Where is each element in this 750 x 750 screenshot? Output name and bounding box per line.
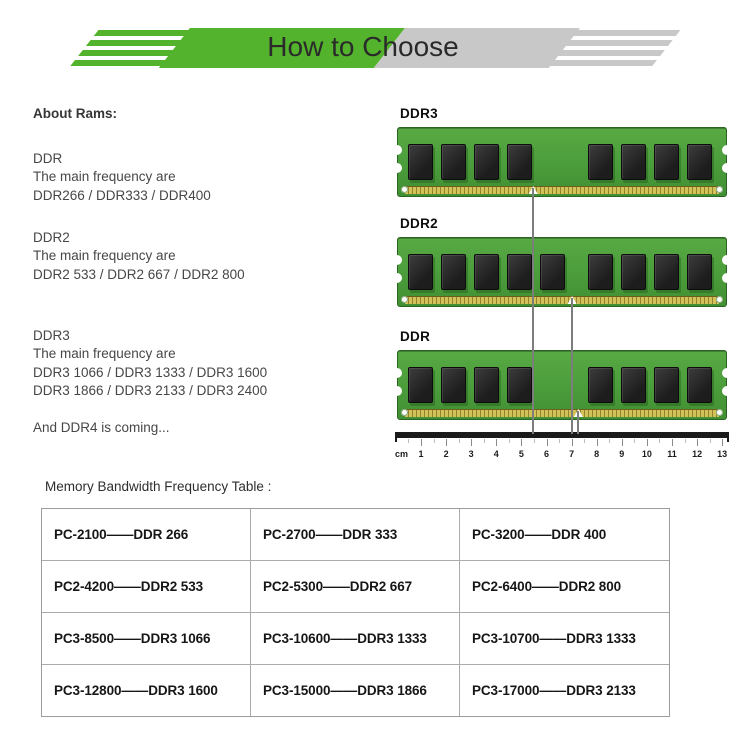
table-cell: PC3-17000——DDR3 2133 bbox=[472, 683, 636, 698]
pcb-board bbox=[397, 237, 727, 307]
ruler-halftick bbox=[509, 439, 510, 443]
table-cell: PC2-6400——DDR2 800 bbox=[460, 561, 669, 613]
ruler-number: 1 bbox=[418, 449, 424, 459]
ruler-tick bbox=[547, 439, 548, 446]
about-line: DDR bbox=[33, 151, 63, 166]
memory-chip bbox=[621, 254, 646, 290]
table-cell: PC-2100——DDR 266 bbox=[42, 509, 251, 561]
chip-group-right bbox=[588, 144, 712, 180]
module-label: DDR bbox=[400, 329, 431, 344]
chip-group-left bbox=[408, 144, 532, 180]
memory-chip bbox=[441, 254, 466, 290]
about-line: The main frequency are bbox=[33, 346, 176, 362]
table-cell: PC3-8500——DDR3 1066 bbox=[42, 613, 251, 665]
edge-notch bbox=[722, 386, 732, 396]
memory-chip bbox=[621, 144, 646, 180]
memory-chip bbox=[588, 254, 613, 290]
edge-notch bbox=[722, 163, 732, 173]
about-line: The main frequency are bbox=[33, 248, 176, 264]
memory-chip bbox=[588, 144, 613, 180]
chip-group-left bbox=[408, 254, 565, 290]
ram-module bbox=[397, 329, 727, 420]
about-line: DDR3 bbox=[33, 328, 70, 343]
ruler-halftick bbox=[710, 439, 711, 443]
memory-chip bbox=[441, 144, 466, 180]
memory-chip bbox=[687, 367, 712, 403]
ruler-tick bbox=[722, 439, 723, 446]
pcb-board bbox=[397, 127, 727, 197]
ruler-number: 6 bbox=[543, 449, 549, 459]
ruler-tick bbox=[572, 439, 573, 446]
module-label: DDR3 bbox=[400, 106, 438, 121]
about-line: DDR3 1066 / DDR3 1333 / DDR3 1600 bbox=[33, 364, 268, 380]
ram-module bbox=[397, 216, 727, 307]
ruler-halftick bbox=[484, 439, 485, 443]
module-label: DDR2 bbox=[400, 216, 438, 231]
ruler-number: 9 bbox=[619, 449, 625, 459]
chip-group-right bbox=[588, 367, 712, 403]
ruler-number: 11 bbox=[667, 449, 677, 459]
ruler-tick bbox=[672, 439, 673, 446]
memory-chip bbox=[507, 367, 532, 403]
table-cell: PC3-12800——DDR3 1600 bbox=[42, 665, 251, 716]
ruler-tick bbox=[471, 439, 472, 446]
about-line: The main frequency are bbox=[33, 169, 176, 185]
ruler bbox=[395, 432, 729, 466]
notch-pointer-line bbox=[532, 188, 534, 434]
edge-notch bbox=[392, 145, 402, 155]
ruler-halftick bbox=[534, 439, 535, 443]
edge-notch bbox=[392, 273, 402, 283]
table-cell: PC-2700——DDR 333 bbox=[251, 509, 460, 561]
chip-group-left bbox=[408, 367, 532, 403]
ram-module bbox=[397, 106, 727, 197]
ruler-bar bbox=[395, 432, 729, 438]
memory-chip bbox=[687, 254, 712, 290]
ruler-number: 2 bbox=[443, 449, 449, 459]
ruler-tick bbox=[647, 439, 648, 446]
ruler-tick bbox=[697, 439, 698, 446]
about-line: DDR3 1866 / DDR3 2133 / DDR3 2400 bbox=[33, 382, 268, 398]
memory-chip bbox=[687, 144, 712, 180]
about-line: DDR266 / DDR333 / DDR400 bbox=[33, 187, 211, 203]
table-cell: PC3-10600——DDR3 1333 bbox=[251, 613, 460, 665]
ruler-halftick bbox=[559, 439, 560, 443]
ruler-tick bbox=[521, 439, 522, 446]
edge-notch bbox=[392, 163, 402, 173]
memory-chip bbox=[441, 367, 466, 403]
ruler-number: 4 bbox=[493, 449, 499, 459]
ruler-tick bbox=[421, 439, 422, 446]
about-footnote: And DDR4 is coming... bbox=[33, 420, 170, 435]
memory-chip bbox=[474, 254, 499, 290]
ruler-number: 3 bbox=[468, 449, 474, 459]
ruler-number: 8 bbox=[594, 449, 600, 459]
edge-notch bbox=[722, 273, 732, 283]
memory-chip bbox=[474, 144, 499, 180]
edge-notch bbox=[392, 386, 402, 396]
memory-chip bbox=[507, 144, 532, 180]
memory-chip bbox=[408, 367, 433, 403]
table-cell: PC2-5300——DDR2 667 bbox=[251, 561, 460, 613]
notch-pointer-line bbox=[577, 411, 579, 434]
ruler-number: 13 bbox=[717, 449, 728, 459]
memory-chip bbox=[507, 254, 532, 290]
table-title: Memory Bandwidth Frequency Table : bbox=[45, 479, 272, 494]
table-cell: PC-3200——DDR 400 bbox=[460, 509, 669, 561]
frequency-table bbox=[41, 508, 670, 717]
chip-group-right bbox=[588, 254, 712, 290]
ruler-number: 12 bbox=[692, 449, 703, 459]
banner-title: How to Choose bbox=[267, 31, 459, 62]
about-heading: About Rams: bbox=[33, 106, 117, 121]
notch-pointer-line bbox=[571, 298, 573, 434]
ruler-number: 5 bbox=[518, 449, 524, 459]
edge-notch bbox=[392, 255, 402, 265]
mount-hole bbox=[401, 186, 408, 193]
ruler-tick bbox=[622, 439, 623, 446]
ruler-unit-label: cm bbox=[395, 449, 409, 459]
ruler-halftick bbox=[408, 439, 409, 443]
ruler-tick bbox=[496, 439, 497, 446]
ruler-halftick bbox=[459, 439, 460, 443]
mount-hole bbox=[401, 296, 408, 303]
ruler-number: 10 bbox=[641, 449, 652, 459]
edge-notch bbox=[392, 368, 402, 378]
table-cell: PC2-4200——DDR2 533 bbox=[42, 561, 251, 613]
ruler-halftick bbox=[584, 439, 585, 443]
ruler-halftick bbox=[634, 439, 635, 443]
mount-hole bbox=[716, 296, 723, 303]
memory-chip bbox=[540, 254, 565, 290]
table-cell: PC3-10700——DDR3 1333 bbox=[460, 613, 669, 665]
ruler-halftick bbox=[659, 439, 660, 443]
gold-pin-strip bbox=[405, 296, 719, 304]
ruler-halftick bbox=[685, 439, 686, 443]
ruler-number: 7 bbox=[569, 449, 575, 459]
edge-notch bbox=[722, 368, 732, 378]
mount-hole bbox=[716, 409, 723, 416]
memory-chip bbox=[654, 367, 679, 403]
memory-chip bbox=[588, 367, 613, 403]
memory-chip bbox=[654, 254, 679, 290]
gold-pin-strip bbox=[405, 409, 719, 417]
ruler-halftick bbox=[609, 439, 610, 443]
edge-notch bbox=[722, 145, 732, 155]
memory-chip bbox=[408, 254, 433, 290]
memory-chip bbox=[654, 144, 679, 180]
ruler-tick bbox=[597, 439, 598, 446]
table-cell: PC3-15000——DDR3 1866 bbox=[251, 665, 460, 716]
memory-chip bbox=[621, 367, 646, 403]
gold-pin-strip bbox=[405, 186, 719, 194]
ruler-tick bbox=[446, 439, 447, 446]
mount-hole bbox=[401, 409, 408, 416]
about-line: DDR2 533 / DDR2 667 / DDR2 800 bbox=[33, 266, 245, 282]
edge-notch bbox=[722, 255, 732, 265]
about-line: DDR2 bbox=[33, 230, 70, 245]
pcb-board bbox=[397, 350, 727, 420]
mount-hole bbox=[716, 186, 723, 193]
memory-chip bbox=[408, 144, 433, 180]
memory-chip bbox=[474, 367, 499, 403]
ruler-halftick bbox=[434, 439, 435, 443]
